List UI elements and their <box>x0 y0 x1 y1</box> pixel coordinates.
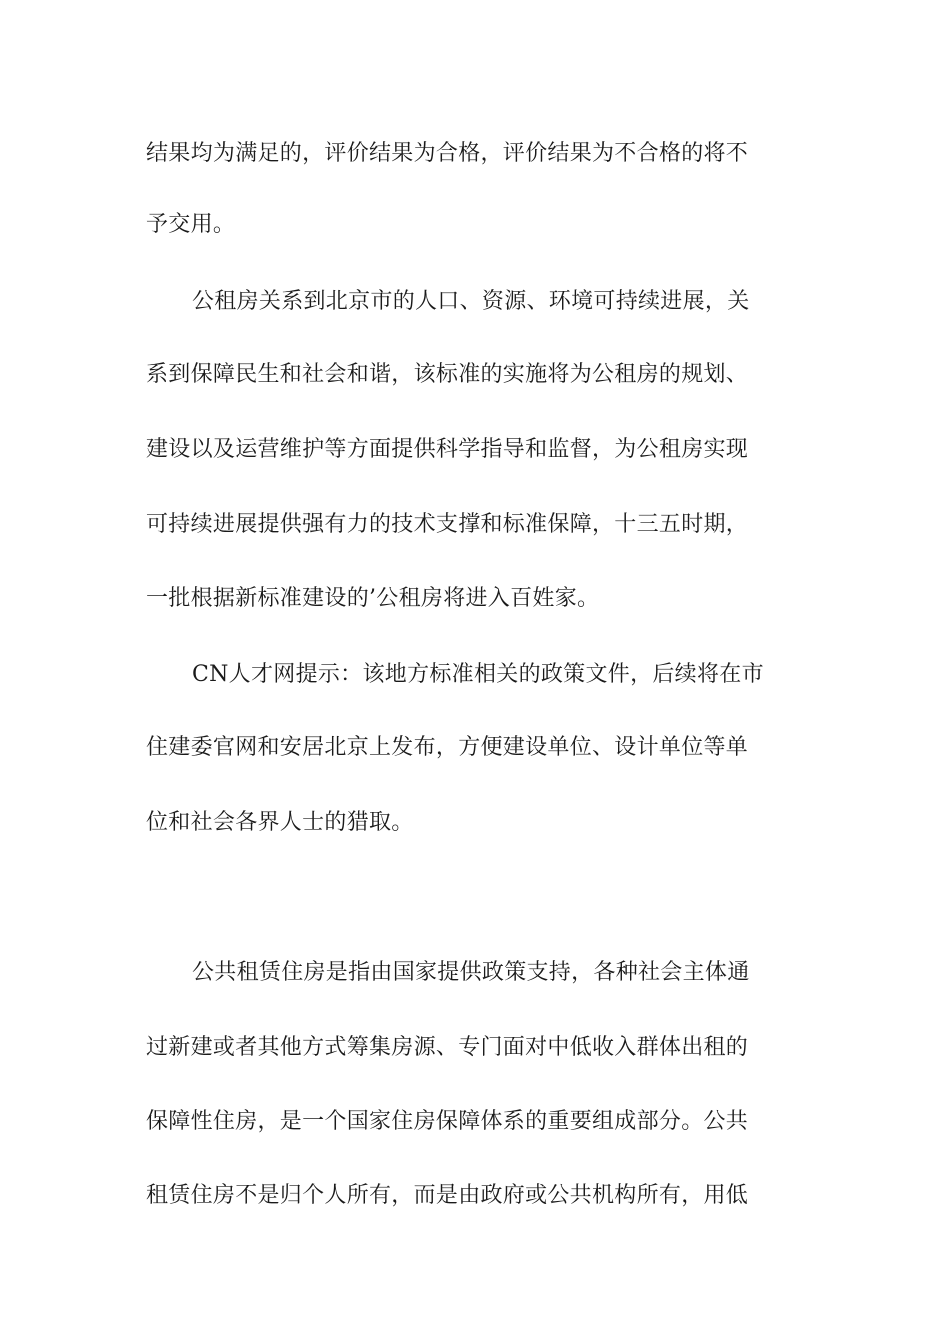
paragraph-line: 位和社会各界人士的猎取。 <box>146 810 414 835</box>
paragraph-line: 保障性住房，是一个国家住房保障体系的重要组成部分。公共 <box>146 1109 749 1134</box>
paragraph-line: 住建委官网和安居北京上发布，方便建设单位、设计单位等单 <box>146 735 749 760</box>
paragraph-line: CN人才网提示：该地方标准相关的政策文件，后续将在市 <box>192 662 764 687</box>
paragraph-line: 租赁住房不是归个人所有，而是由政府或公共机构所有，用低 <box>146 1183 749 1208</box>
paragraph-line: 一批根据新标准建设的’公租房将进入百姓家。 <box>146 586 600 611</box>
paragraph-line: 建设以及运营维护等方面提供科学指导和监督，为公租房实现 <box>146 437 749 462</box>
paragraph-line: 过新建或者其他方式筹集房源、专门面对中低收入群体出租的 <box>146 1035 749 1060</box>
paragraph-line: 可持续进展提供强有力的技术支撑和标准保障，十三五时期， <box>146 512 749 537</box>
paragraph-line: 予交用。 <box>146 212 236 237</box>
paragraph-line: 公共租赁住房是指由国家提供政策支持，各种社会主体通 <box>192 960 750 985</box>
paragraph-line: 结果均为满足的，评价结果为合格，评价结果为不合格的将不 <box>146 141 749 166</box>
paragraph-line: 系到保障民生和社会和谐，该标准的实施将为公租房的规划、 <box>146 362 749 387</box>
paragraph-line: 公租房关系到北京市的人口、资源、环境可持续进展，关 <box>192 289 750 314</box>
